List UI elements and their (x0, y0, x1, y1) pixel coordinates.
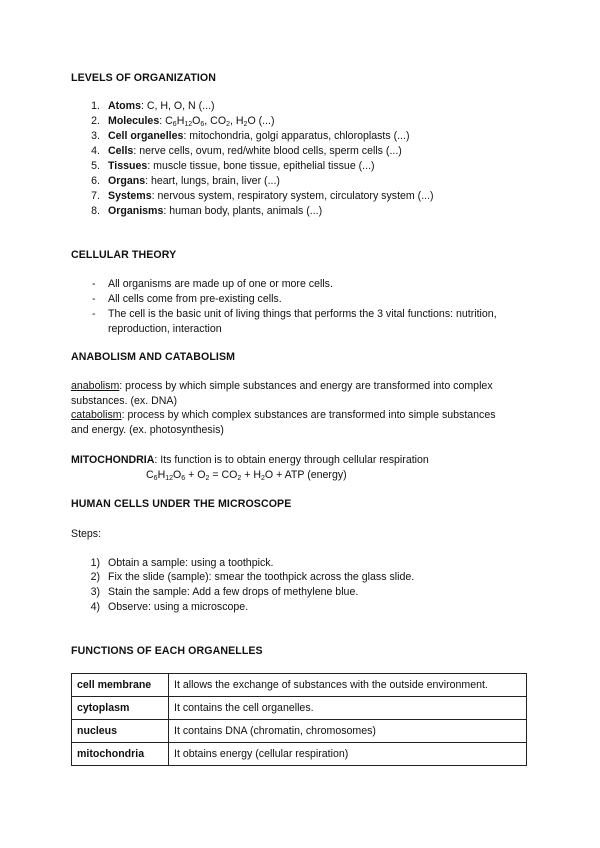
respiration-equation: $C_6H_{12}O_6 + O_2 = CO_2 + H_2O$ + ATP (energy) (146, 469, 347, 482)
function-cell: It allows the exchange of substances with the outside environment. (169, 674, 527, 697)
organelle-cell: nucleus (72, 720, 169, 743)
list-number: 8. (91, 205, 100, 217)
table-row (72, 674, 527, 697)
list-item: All organisms are made up of one or more cells. (108, 278, 333, 290)
list-desc: : human body, plants, animals (...) (163, 205, 323, 217)
step-number: 3) (90, 586, 100, 598)
step-text: Obtain a sample: using a toothpick. (108, 557, 274, 569)
list-desc: : heart, lungs, brain, liver (...) (145, 175, 280, 187)
list-number: 4. (91, 145, 100, 157)
bullet-dash: - (92, 293, 96, 305)
list-number: 2. (91, 115, 100, 127)
list-number: 6. (91, 175, 100, 187)
catabolism-definition-cont: and energy. (ex. photosynthesis) (71, 424, 224, 436)
table-row (72, 743, 527, 766)
list-term: Organs (108, 175, 146, 187)
list-desc: : $C_6H_{12}O_6$, $CO_2$, $H_2O$ (...) (159, 115, 275, 128)
function-cell: It contains the cell organelles. (169, 697, 527, 720)
list-desc: : muscle tissue, bone tissue, epithelial tissue (...) (147, 160, 375, 172)
list-desc: : C, H, O, N (...) (140, 100, 215, 112)
anabolism-definition: anabolism: process by which simple substances and energy are transformed into complex (71, 380, 493, 392)
mitochondria-line: MITOCHONDRIA: Its function is to obtain energy through cellular respiration (71, 454, 429, 466)
mitochondria-term: MITOCHONDRIA (71, 454, 155, 466)
cellular-theory-heading: CELLULAR THEORY (71, 249, 177, 261)
list-term: Systems (108, 190, 152, 202)
list-desc: : nervous system, respiratory system, circulatory system (...) (151, 190, 434, 202)
organelle-cell: mitochondria (72, 743, 169, 766)
list-term: Organisms (108, 205, 164, 217)
anabolism-heading: ANABOLISM AND CATABOLISM (71, 351, 236, 363)
list-item: All cells come from pre-existing cells. (108, 293, 282, 305)
step-text: Stain the sample: Add a few drops of methylene blue. (108, 586, 359, 598)
list-desc: : mitochondria, golgi apparatus, chloroplasts (...) (183, 130, 410, 142)
list-desc: : nerve cells, ovum, red/white blood cells, sperm cells (...) (133, 145, 402, 157)
functions-heading: FUNCTIONS OF EACH ORGANELLES (71, 645, 263, 657)
step-text: Fix the slide (sample): smear the toothpick across the glass slide. (108, 571, 415, 583)
list-number: 5. (91, 160, 100, 172)
list-item-continuation: reproduction, interaction (108, 323, 222, 335)
list-term: Cells (108, 145, 134, 157)
levels-heading: LEVELS OF ORGANIZATION (71, 72, 217, 84)
steps-label: Steps: (71, 528, 102, 540)
step-text: Observe: using a microscope. (108, 601, 249, 613)
step-number: 2) (90, 571, 100, 583)
microscope-heading: HUMAN CELLS UNDER THE MICROSCOPE (71, 498, 292, 510)
step-number: 1) (90, 557, 100, 569)
list-term: Tissues (108, 160, 148, 172)
catabolism-term: catabolism (71, 409, 122, 421)
table-row (72, 720, 527, 743)
catabolism-definition: catabolism: process by which complex substances are transformed into simple substances (71, 409, 496, 421)
anabolism-definition-cont: substances. (ex. DNA) (71, 395, 177, 407)
list-term: Cell organelles (108, 130, 184, 142)
anabolism-term: anabolism (71, 380, 120, 392)
list-number: 1. (91, 100, 100, 112)
list-number: 7. (91, 190, 100, 202)
list-term: Molecules (108, 115, 160, 127)
table-row (72, 697, 527, 720)
organelle-functions-table (71, 673, 527, 766)
bullet-dash: - (92, 308, 96, 320)
organelle-cell: cytoplasm (72, 697, 169, 720)
list-term: Atoms (108, 100, 141, 112)
bullet-dash: - (92, 278, 96, 290)
function-cell: It contains DNA (chromatin, chromosomes) (169, 720, 527, 743)
list-item: The cell is the basic unit of living things that performs the 3 vital functions: nutrition, (108, 308, 497, 320)
list-number: 3. (91, 130, 100, 142)
organelle-cell: cell membrane (72, 674, 169, 697)
step-number: 4) (90, 601, 100, 613)
function-cell: It obtains energy (cellular respiration) (169, 743, 527, 766)
